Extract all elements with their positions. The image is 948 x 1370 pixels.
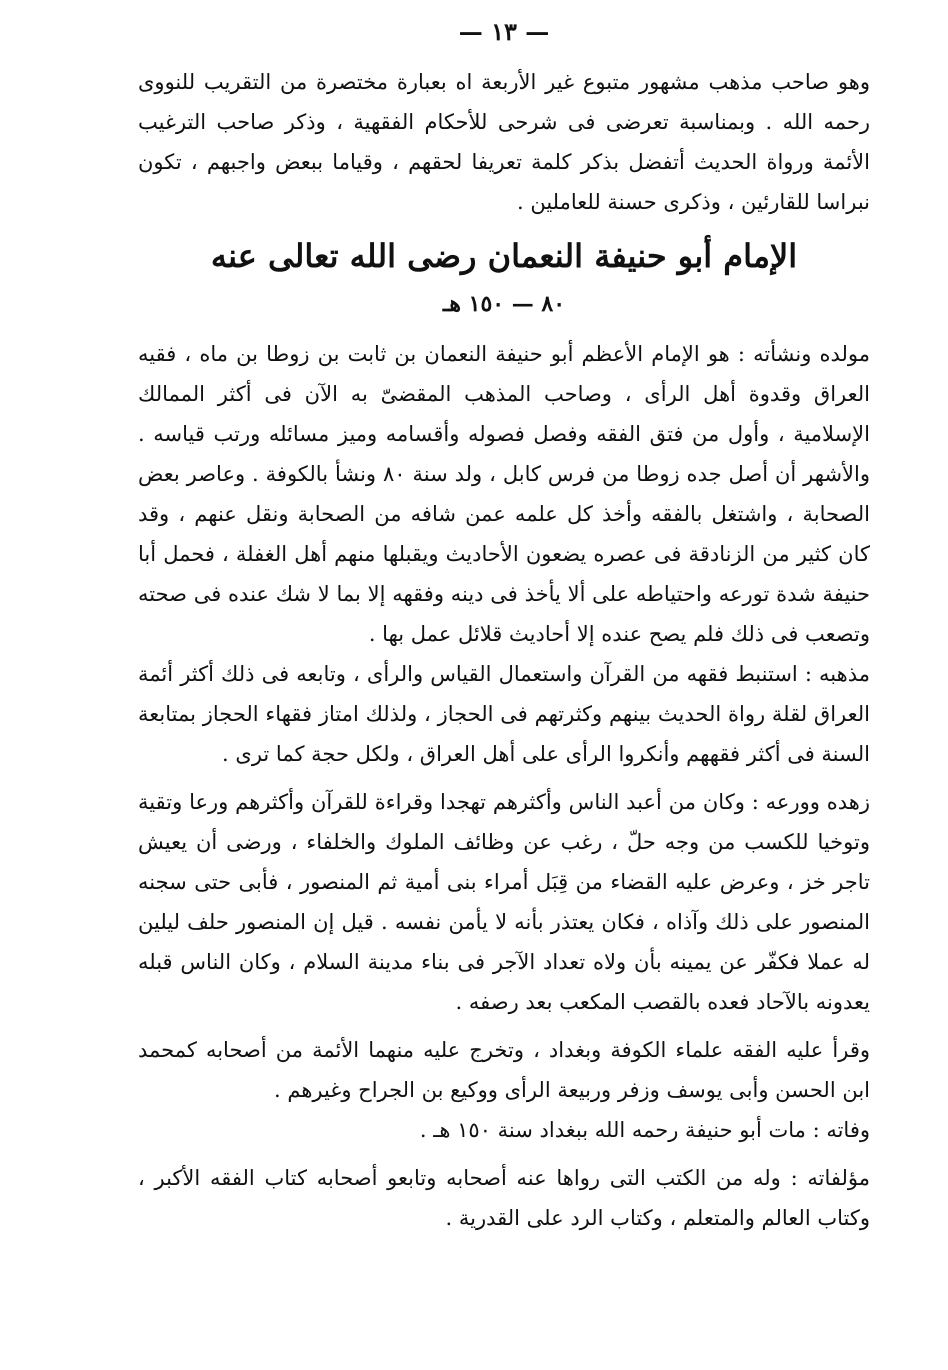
- page-number: — ١٣ —: [458, 17, 550, 46]
- paragraph-asceticism: زهده وورعه : وكان من أعبد الناس وأكثرهم تهجدا وقراءة للقرآن وأكثرهم ورعا وتقية وتوخيا للكسب من وجه حلّ ، رغب عن وظائف الملوك والخلفاء ، ورضى أن يعيش تاجر خز ، وعرض عليه القضاء من قِبَل أمراء بنى أمية ثم المنصور ، فأبى حتى سجنه المنصور على ذلك وآذاه ، فكان يعتذر بأنه لا يأمن نفسه . قيل إن المنصور حلف ليلين له عملا فكفّر عن يمينه بأن ولاه تعداد الآجر فى بناء مدينة السلام ، وكان الناس قبله يعدونه بالآحاد فعده بالقصب المكعب بعد رصفه .: [138, 790, 870, 1014]
- paragraph-works: مؤلفاته : وله من الكتب التى رواها عنه أصحابه وتابعو أصحابه كتاب الفقه الأكبر ، وكتاب العالم والمتعلم ، وكتاب الرد على القدرية .: [138, 1166, 870, 1230]
- section-title: الإمام أبو حنيفة النعمان رضى الله تعالى عنه: [210, 237, 798, 275]
- paragraph-birth-upbringing: مولده ونشأته : هو الإمام الأعظم أبو حنيفة النعمان بن ثابت بن زوطا بن ماه ، فقيه العراق وقدوة أهل الرأى ، وصاحب المذهب المقضىّ به الآن فى أكثر الممالك الإسلامية ، وأول من فتق الفقه وفصل فصوله وأقسامه وميز مسائله ورتب قياسه . والأشهر أن أصل جده زوطا من فرس كابل ، ولد سنة ٨٠ ونشأ بالكوفة . وعاصر بعض الصحابة ، واشتغل بالفقه وأخذ كل علمه عمن شافه من الصحابة ونقل عنهم ، وقد كان كثير من الزنادقة فى عصره يضعون الأحاديث ويقبلها منهم أهل الغفلة ، فحمل أبا حنيفة شدة تورعه واحتياطه على ألا يأخذ فى دينه وفقهه إلا بما لا شك عنده فى صحته وتصعب فى ذلك فلم يصح عنده إلا أحاديث قلائل عمل بها .: [138, 342, 870, 646]
- intro-paragraph: وهو صاحب مذهب مشهور متبوع غير الأربعة اه بعبارة مختصرة من التقريب للنووى رحمه الله . وبمناسبة تعرضى فى شرحى للأحكام الفقهية ، وذكر صاحب الترغيب الأئمة ورواة الحديث أتفضل بذكر كلمة تعريفا لحقهم ، وقياما ببعض واجبهم ، تكون نبراسا للقارئين ، وذكرى حسنة للعاملين .: [138, 70, 870, 214]
- paragraph-doctrine: مذهبه : استنبط فقهه من القرآن واستعمال القياس والرأى ، وتابعه فى ذلك أكثر أئمة العراق لقلة رواة الحديث بينهم وكثرتهم فى الحجاز ، ولذلك امتاز فقهاء الحجاز بمتابعة السنة فى أكثر فقههم وأنكروا الرأى على أهل العراق ، ولكل حجة كما ترى .: [138, 662, 870, 766]
- paragraph-students: وقرأ عليه الفقه علماء الكوفة وبغداد ، وتخرج عليه منهما الأئمة من أصحابه كمحمد ابن الحسن وأبى يوسف وزفر وربيعة الرأى ووكيع بن الجراح وغيرهم .: [138, 1038, 870, 1102]
- book-page: [138, 12, 870, 1238]
- section-dates: ٨٠ — ١٥٠ هـ: [442, 291, 566, 317]
- paragraph-death: وفاته : مات أبو حنيفة رحمه الله ببغداد سنة ١٥٠ هـ .: [419, 1118, 870, 1142]
